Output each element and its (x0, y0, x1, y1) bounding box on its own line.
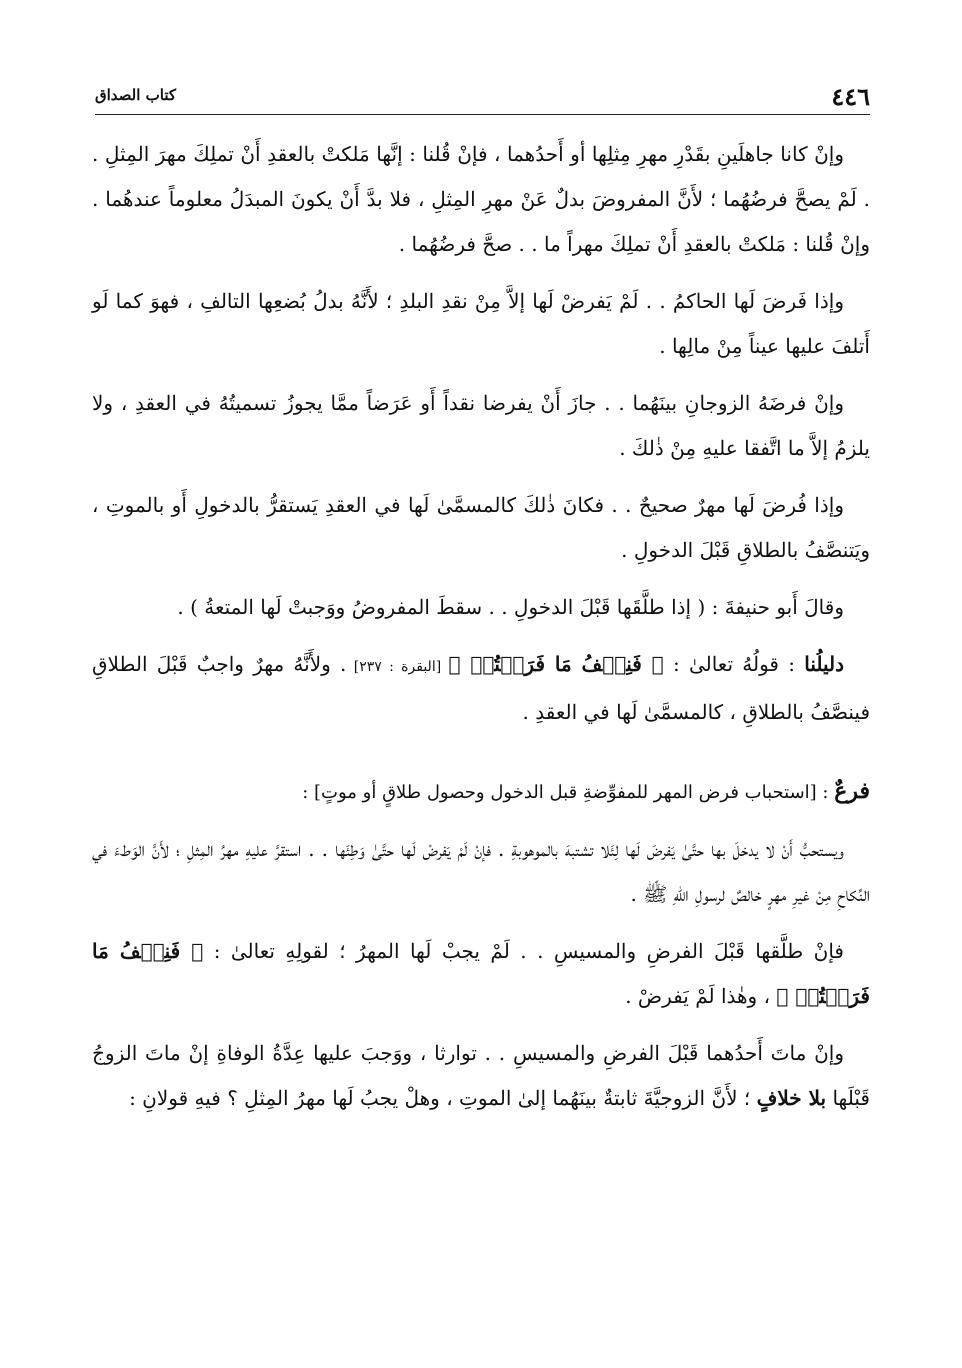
paragraph: وقالَ أَبو حنيفةَ : ( إذا طلَّقَها قَبْلَ الدخولِ . . سقطَ المفروضُ ووَجبتْ لَها المتعةُ ) . (177, 595, 844, 619)
book-title: كتاب الصداق (95, 86, 177, 104)
last-paragraph (92, 1031, 870, 1121)
last-bold: بلا خلافٍ (756, 1086, 827, 1110)
last-before: وإنْ ماتَ أَحدُهما قَبْلَ الفرضِ والمسيسِ . . توارثا ، ووَجبَ عليها عِدَّةُ الوفاةِ إنْ ماتَ الزوجُ قَبْلَها (92, 1041, 870, 1110)
far-lead: فرعٌ (834, 778, 870, 804)
para-before: فإنْ طلَّقها قَبْلَ الفرضِ والمسيسِ . . لَمْ يجبْ لَها المهرُ ؛ لقولِهِ تعالىٰ : (203, 939, 844, 963)
dalil-after: . ولأَنَّهُ مهرٌ واجبٌ قَبْلَ الطلاقِ فينصَّفُ بالطلاقِ ، كالمسمَّىٰ لَها في العقدِ . (92, 652, 870, 724)
paragraph: وإنْ فرضَهُ الزوجانِ بينَهُما . . جازَ أَنْ يفرضا نقداً أَو عَرَضاً ممَّا يجوزُ تسميتُهُ في العقدِ ، ولا يلزمُ إلاَّ ما اتَّفقا عليهِ مِنْ ذٰلكَ . (92, 391, 870, 460)
paragraph: وإذا فُرضَ لَها مهرٌ صحيحٌ . . فكانَ ذٰلكَ كالمسمَّىٰ لَها في العقدِ يَستقرُّ بالدخولِ أَو بالموتِ ، ويَتنصَّفُ بالطلاقِ قَبْلَ الدخولِ . (92, 493, 870, 562)
quran-quote: ﴿ فَنِصۡفُ مَا فَرَضۡتُمۡ ﴾ (448, 652, 664, 676)
page-number: ٤٤٦ (831, 82, 870, 111)
dalil-before: : قولُهُ تعالىٰ : (663, 652, 805, 676)
paragraph: وإذا فَرضَ لَها الحاكمُ . . لَمْ يَفرضْ لَها إلاَّ مِنْ نقدِ البلدِ ؛ لأَنَّهُ بدلُ بُضعِها التالفِ ، فهوَ كما لَو أَتلفَ عليها عيناً مِنْ مالِها . (92, 289, 870, 358)
quran-reference: [البقرة : ٢٣٧] (346, 659, 449, 675)
para-after: ، وهٰذا لَمْ يَفرضْ . (625, 984, 777, 1008)
page-header (95, 80, 870, 115)
paragraph: ويستحبُّ أَنْ لا يدخلَ بها حتَّىٰ يَفرضَ لَها لِئَلا تشتبهَ بالموهوبةِ . فإنْ لَمْ يَفرضْ لَها حتَّىٰ وَطِئَها . . استقرَّ عليهِ مهرُ المِثلِ ؛ لأَنَّ الوَطءَ في النِّكاحِ مِنْ غيرِ مهرٍ خالصٌ لرسولِ اللهِ ﷺ . (92, 837, 870, 906)
quran-paragraph (92, 929, 870, 1019)
paragraph: وإنْ كانا جاهلَينِ بقَدْرِ مهرِ مِثلِها أو أَحدُهما ، فإنْ قُلنا : إنَّها مَلكتْ بالعقدِ أَنْ تملِكَ مهرَ المِثلِ . . لَمْ يصحَّ فرضُهُما ؛ لأَنَّ المفروضَ بدلٌ عَنْ مهرِ المِثلِ ، فلا بدَّ أَنْ يكونَ المبدَلُ معلوماً عندهُما . وإنْ قُلنا : مَلكتْ بالعقدِ أَنْ تملِكَ مهراً ما . . صحَّ فرضُهُما . (92, 142, 870, 256)
quran-quote: ﴿ فَنِصۡفُ مَا فَرَضۡتُمۡ ﴾ (92, 939, 870, 1008)
page-body (92, 132, 870, 1133)
far-heading (92, 769, 870, 815)
dalil-paragraph (92, 642, 870, 735)
dalil-lead: دليلُنا (804, 652, 845, 676)
last-after: ؛ لأَنَّ الزوجيَّةَ ثابتةٌ بينَهُما إلىٰ الموتِ ، وهلْ يجبُ لَها مهرُ المِثلِ ؟ فيهِ قولانِ : (129, 1086, 757, 1110)
far-title: : [استحباب فرض المهر للمفوِّضةِ قبل الدخول وحصول طلاقٍ أو موتٍ] : (302, 782, 835, 803)
